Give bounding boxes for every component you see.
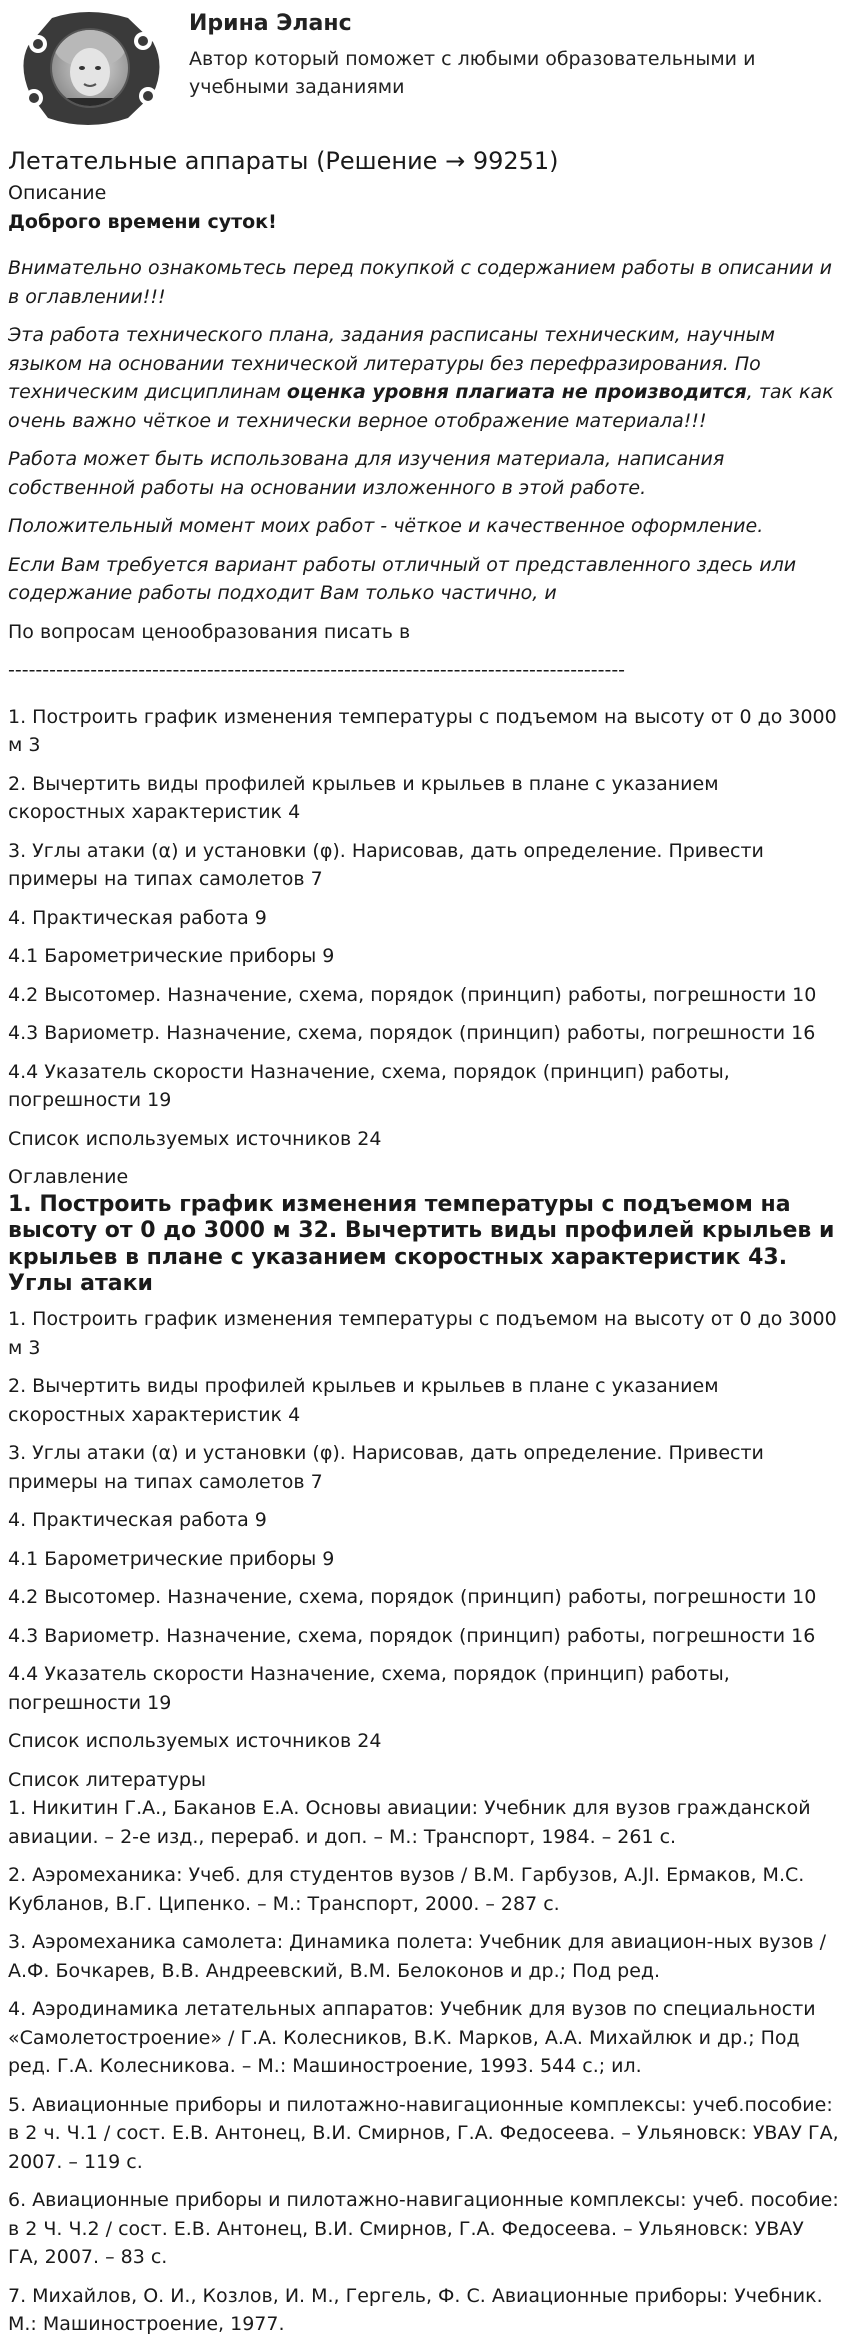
contents-item: 3. Углы атаки (α) и установки (φ). Нарисовав, дать определение. Привести примеры на типах самолетов 7	[8, 839, 764, 891]
author-name[interactable]: Ирина Эланс	[189, 11, 352, 36]
description-paragraph: Работа может быть использована для изучения материала, написания собственной работы на основании изложенного в этой работе.	[8, 448, 725, 499]
author-description: Автор который поможет с любыми образовательными и учебными заданиями	[189, 47, 756, 99]
literature-item: 1. Никитин Г.А., Баканов Е.А. Основы авиации: Учебник для вузов гражданской авиации. – 2-е изд., перераб. и доп. – М.: Транспорт, 1984. – 261 с.	[8, 1797, 811, 1848]
literature-item: 7. Михайлов, О. И., Козлов, И. М., Гергель, Ф. С. Авиационные приборы: Учебник. М.: Машиностроение, 1977.	[8, 2284, 823, 2336]
description-greeting: Доброго времени суток!	[8, 210, 277, 233]
author-info	[189, 6, 839, 102]
literature-item: 4. Аэродинамика летательных аппаратов: Учебник для вузов по специальности «Самолетостроение» / Г.А. Колесников, В.К. Марков, А.А. Михайлюк и др.; Под ред. Г.А. Колесникова. – М.: Машиностроение, 1993. 544 с.; ил.	[8, 1998, 816, 2078]
toc-item: 3. Углы атаки (α) и установки (φ). Нарисовав, дать определение. Привести примеры на типах самолетов 7	[8, 1442, 764, 1493]
contents-item: 4.3 Вариометр. Назначение, схема, порядок (принцип) работы, погрешности 16	[8, 1022, 816, 1045]
page-title: Летательные аппараты (Решение → 99251)	[8, 147, 559, 175]
divider: ------------------------------------------------------------------------------------------	[8, 659, 626, 682]
literature-item: 2. Аэромеханика: Учеб. для студентов вузов / В.М. Гарбузов, A.JI. Ермаков, М.С. Кубланов, В.Г. Ципенко. – М.: Транспорт, 2000. – 287 с.	[8, 1864, 805, 1915]
description-text: Эта работа технического плана, задания расписаны техническим, научным языком на основании технической литературы без перефразирования. По техническим дисциплинам	[8, 324, 775, 404]
literature-item: 5. Авиационные приборы и пилотажно-навигационные комплексы: учеб.пособие: в 2 ч. Ч.1 / сост. Е.В. Антонец, В.И. Смирнов, Г.А. Федосеева. – Ульяновск: УВАУ ГА, 2007. – 119 с.	[8, 2093, 839, 2173]
literature-label: Список литературы	[8, 1768, 206, 1791]
description-paragraph: Если Вам требуется вариант работы отличный от представленного здесь или содержание работы подходит Вам только частично, и	[8, 553, 797, 605]
contents-item: 4. Практическая работа 9	[8, 906, 267, 929]
description-paragraph: Положительный момент моих работ - чёткое и качественное оформление.	[8, 515, 764, 538]
literature-list	[8, 1794, 839, 2339]
literature-item: 6. Авиационные приборы и пилотажно-навигационные комплексы: учеб. пособие: в 2 Ч. Ч.2 / сост. Е.В. Антонец, В.И. Смирнов, Г.А. Федосеева. – Ульяновск: УВАУ ГА, 2007. – 83 с.	[8, 2189, 839, 2269]
contents-item: Список используемых источников 24	[8, 1127, 382, 1150]
toc-heading: 1. Построить график изменения температуры с подъемом на высоту от 0 до 3000 м 32. Вычертить виды профилей крыльев и крыльев в плане с указанием скоростных характеристик 43. Углы атаки	[8, 1191, 835, 1297]
author-card	[8, 0, 839, 145]
description-text: , так как очень важно чёткое и технически верное отображение материала!!!	[8, 381, 834, 432]
description-paragraph: Внимательно ознакомьтесь перед покупкой с содержанием работы в описании и в оглавлении!!!	[8, 257, 832, 308]
contents-item: 4.1 Барометрические приборы 9	[8, 945, 335, 968]
toc-label: Оглавление	[8, 1166, 129, 1189]
contents-item: 4.4 Указатель скорости Назначение, схема, порядок (принцип) работы, погрешности 19	[8, 1060, 730, 1112]
description-paragraph: По вопросам ценообразования писать в	[8, 620, 411, 643]
contents-list	[8, 703, 839, 1154]
literature-item: 3. Аэромеханика самолета: Динамика полета: Учебник для авиацион-ных вузов / А.Ф. Бочкарев, В.В. Андреевский, В.М. Белоконов и др.; Под ред.	[8, 1931, 827, 1982]
toc-item: 2. Вычертить виды профилей крыльев и крыльев в плане с указанием скоростных характеристик 4	[8, 1375, 719, 1426]
description-paragraph	[8, 321, 839, 435]
description-label: Описание	[8, 182, 107, 205]
contents-item: 1. Построить график изменения температуры с подъемом на высоту от 0 до 3000 м 3	[8, 705, 837, 757]
toc-item: 4.3 Вариометр. Назначение, схема, порядок (принцип) работы, погрешности 16	[8, 1624, 816, 1647]
toc-item: 4.1 Барометрические приборы 9	[8, 1547, 335, 1570]
toc-list	[8, 1305, 839, 1756]
contents-item: 4.2 Высотомер. Назначение, схема, порядок (принцип) работы, погрешности 10	[8, 983, 817, 1006]
contents-item: 2. Вычертить виды профилей крыльев и крыльев в плане с указанием скоростных характеристик 4	[8, 772, 719, 824]
toc-item: 4.4 Указатель скорости Назначение, схема, порядок (принцип) работы, погрешности 19	[8, 1663, 730, 1714]
toc-item: 1. Построить график изменения температуры с подъемом на высоту от 0 до 3000 м 3	[8, 1308, 837, 1359]
toc-item: 4.2 Высотомер. Назначение, схема, порядок (принцип) работы, погрешности 10	[8, 1586, 817, 1609]
description-bold-text: оценка уровня плагиата не производится	[286, 381, 747, 404]
author-avatar[interactable]	[8, 6, 173, 131]
toc-item: Список используемых источников 24	[8, 1730, 382, 1753]
toc-item: 4. Практическая работа 9	[8, 1509, 267, 1532]
